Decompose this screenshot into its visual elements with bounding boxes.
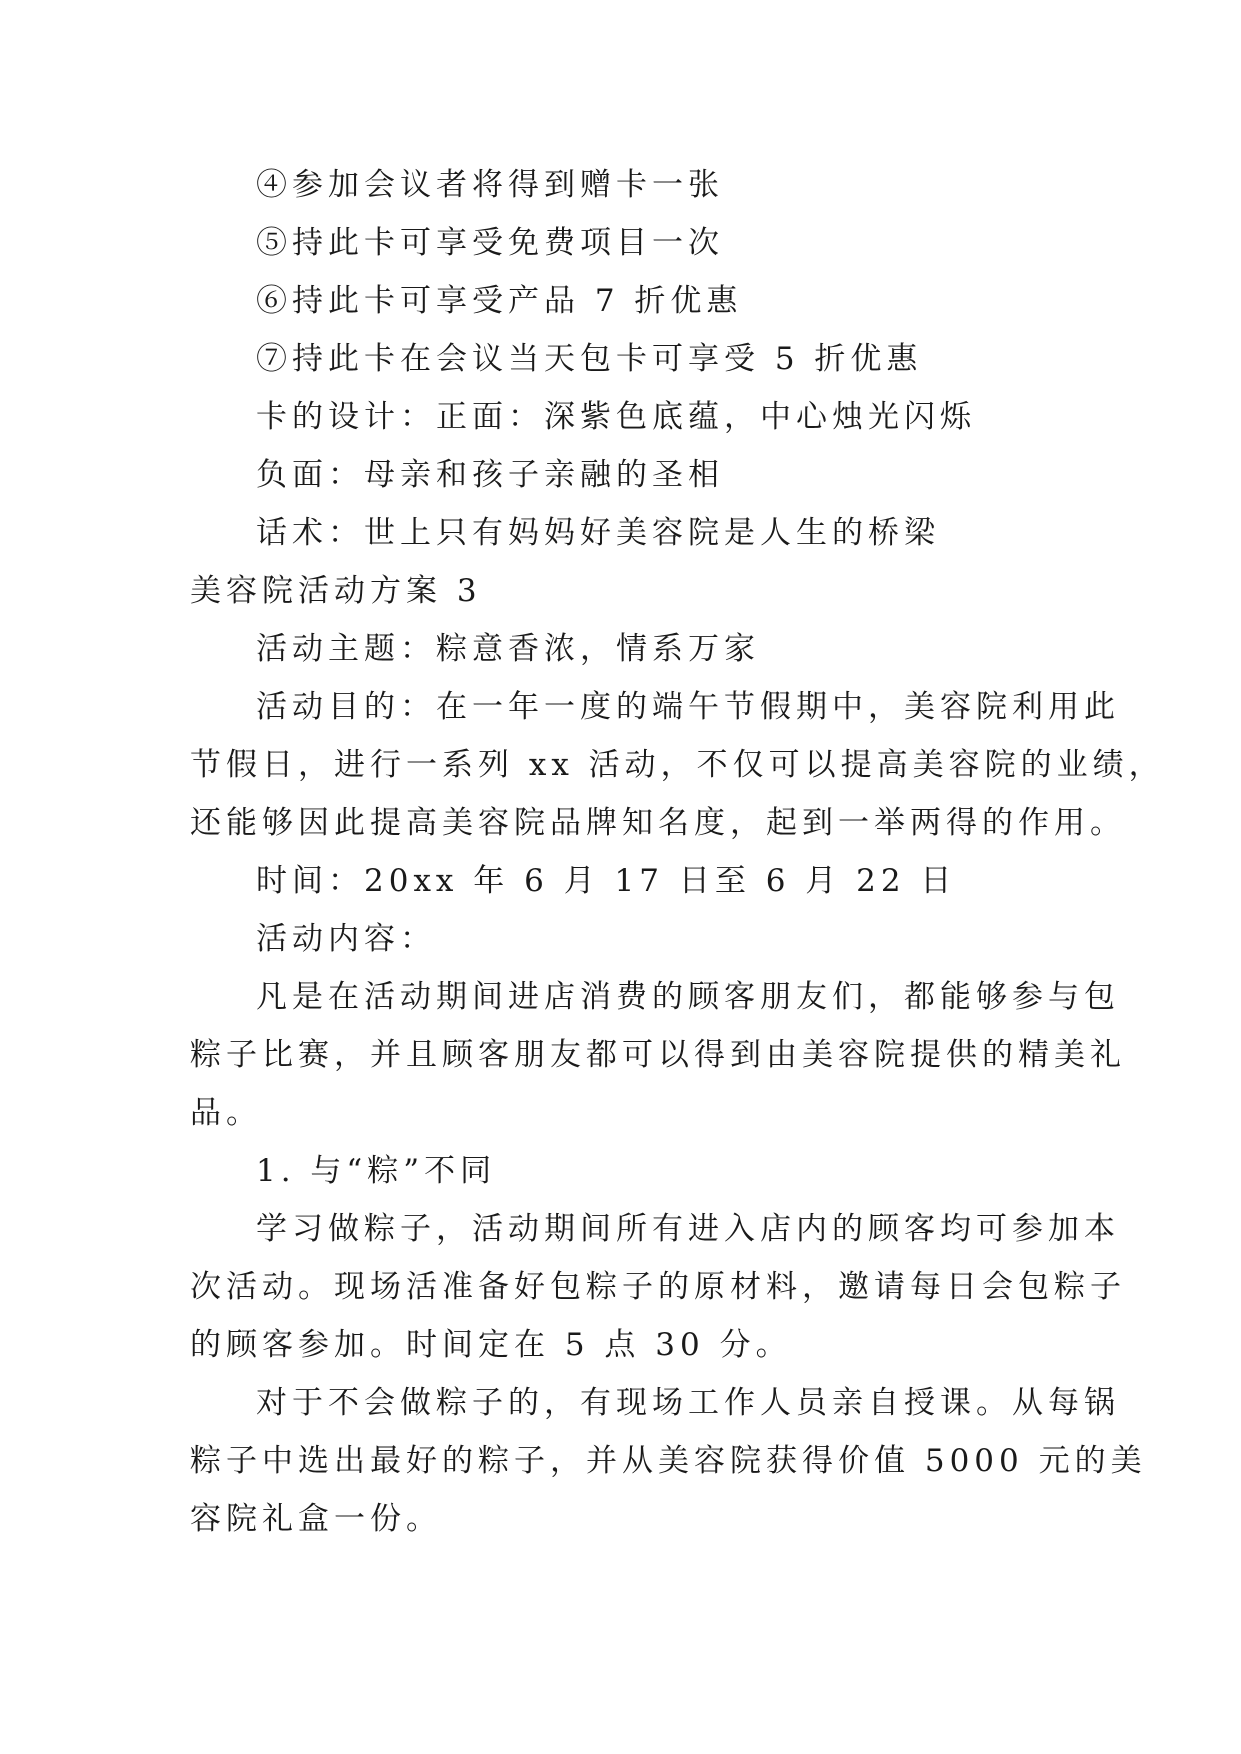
card-design-front: 卡的设计：正面：深紫色底蕴，中心烛光闪烁: [256, 399, 976, 435]
list-item: ⑦持此卡在会议当天包卡可享受 5 折优惠: [256, 341, 923, 377]
purpose-line: 还能够因此提高美容院品牌知名度，起到一举两得的作用。: [190, 805, 1126, 841]
content-label: 活动内容：: [256, 921, 436, 957]
item1-body-line: 的顾客参加。时间定在 5 点 30 分。: [190, 1327, 792, 1363]
item1-title: 1. 与“粽”不同: [256, 1153, 497, 1189]
list-item: ⑤持此卡可享受免费项目一次: [256, 225, 724, 261]
purpose-line: 节假日，进行一系列 xx 活动，不仅可以提高美容院的业绩，: [190, 747, 1165, 783]
content-intro-line: 品。: [190, 1095, 262, 1131]
list-item: ④参加会议者将得到赠卡一张: [256, 167, 724, 203]
item1-body-line: 次活动。现场活准备好包粽子的原材料，邀请每日会包粽子: [190, 1269, 1126, 1305]
content-intro-line: 粽子比赛，并且顾客朋友都可以得到由美容院提供的精美礼: [190, 1037, 1126, 1073]
slogan: 话术：世上只有妈妈好美容院是人生的桥梁: [256, 515, 940, 551]
item1-extra-line: 对于不会做粽子的，有现场工作人员亲自授课。从每锅: [256, 1385, 1120, 1421]
purpose-line: 活动目的：在一年一度的端午节假期中，美容院利用此: [256, 689, 1120, 725]
item1-body-line: 学习做粽子，活动期间所有进入店内的顾客均可参加本: [256, 1211, 1120, 1247]
activity-theme: 活动主题：粽意香浓，情系万家: [256, 631, 760, 667]
item1-extra-line: 容院礼盒一份。: [190, 1501, 442, 1537]
item1-extra-line: 粽子中选出最好的粽子，并从美容院获得价值 5000 元的美: [190, 1443, 1147, 1479]
activity-time: 时间：20xx 年 6 月 17 日至 6 月 22 日: [256, 863, 957, 899]
section-heading: 美容院活动方案 3: [190, 573, 482, 609]
card-design-back: 负面：母亲和孩子亲融的圣相: [256, 457, 724, 493]
content-intro-line: 凡是在活动期间进店消费的顾客朋友们，都能够参与包: [256, 979, 1120, 1015]
list-item: ⑥持此卡可享受产品 7 折优惠: [256, 283, 743, 319]
